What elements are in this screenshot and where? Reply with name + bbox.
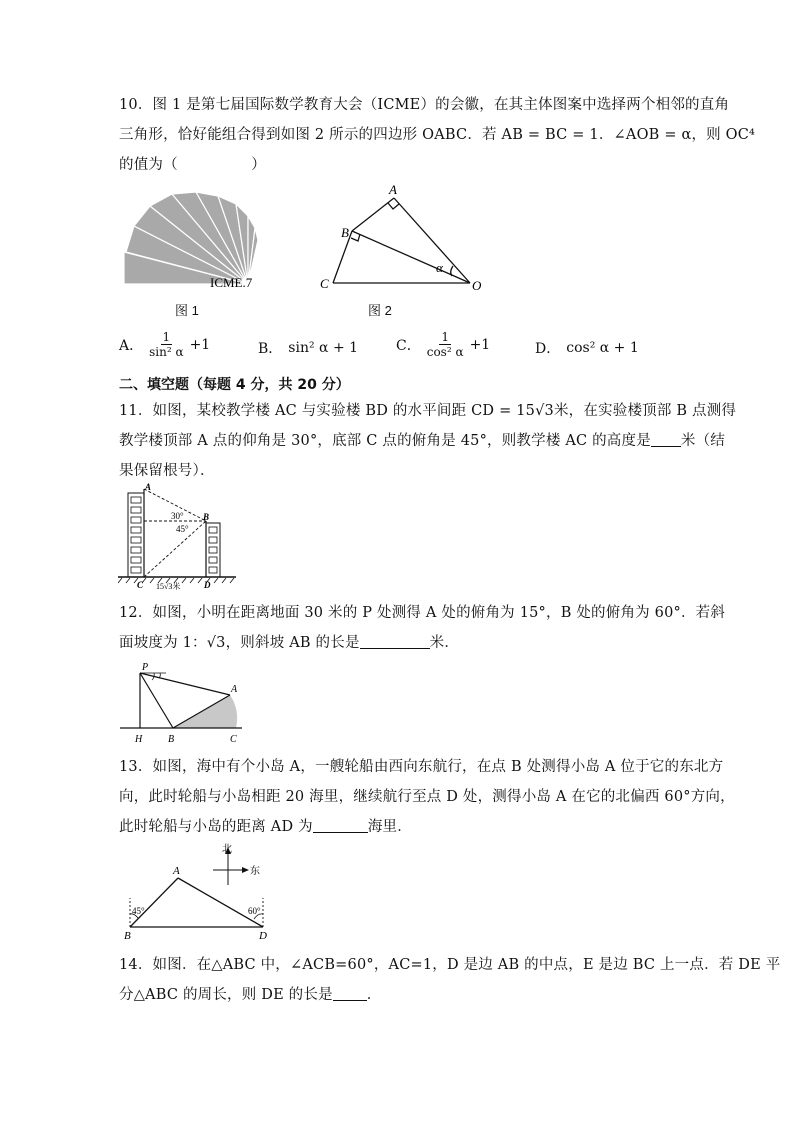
segment-bo (352, 231, 470, 283)
option-d-text: cos² α + 1 (566, 340, 639, 356)
q11-angle-30: 30° (171, 511, 184, 521)
question-12 (119, 598, 726, 658)
icme-emblem-figure (120, 190, 270, 305)
right-angle-b (351, 234, 360, 241)
q12-label-c: C (230, 734, 237, 745)
q13-line-1: 13．如图，海中有个小岛 A，一艘轮船由西向东航行，在点 B 处测得小岛 A 位于它的东北方 (119, 759, 724, 775)
option-a-fraction (149, 330, 183, 359)
q12-line-2 (119, 628, 679, 658)
q13-label-a: A (173, 865, 180, 877)
q11-line-2-text: 教学楼顶部 A 点的仰角是 30°，底部 C 点的俯角是 45°，则教学楼 AC 的高度是 (119, 433, 651, 449)
question-10 (119, 90, 756, 180)
segment-ao (394, 198, 470, 283)
q13-line-3-end: 海里． (367, 819, 412, 835)
q13-label-d: D (259, 930, 267, 942)
q14-line-2 (119, 980, 679, 1010)
q14-line-1: 14．如图．在△ABC 中，∠ACB=60°，AC=1，D 是边 AB 的中点，E 是边 BC 上一点．若 DE 平 (119, 957, 781, 973)
q12-line-1: 12．如图，小明在距离地面 30 米的 P 处测得 A 处的俯角为 15°，B 处的俯角为 60°．若斜 (119, 605, 726, 621)
q14-line-2-end: ． (366, 987, 382, 1003)
label-c: C (320, 276, 329, 291)
label-a: A (389, 182, 397, 197)
segment-ab (352, 198, 394, 231)
quadrilateral-oabc-figure (315, 182, 490, 294)
q11-line-2 (119, 426, 726, 456)
option-b-text: sin² α + 1 (288, 340, 359, 356)
q12-answer-blank[interactable] (360, 632, 430, 649)
q12-line-2-end: 米． (429, 635, 460, 651)
option-a[interactable] (119, 330, 210, 359)
option-c-suffix: +1 (469, 336, 491, 353)
q13-angle-45: 45° (132, 906, 145, 916)
section-heading: 二、填空题（每题 4 分，共 20 分） (119, 377, 350, 393)
compass-east: 东 (250, 866, 260, 877)
icme-emblem-text: ICME.7 (210, 275, 253, 290)
q11-distance: 15√3米 (156, 582, 181, 591)
q10-line-3: 的值为（ ） (119, 157, 266, 173)
label-b: B (341, 225, 349, 240)
q14-answer-blank[interactable] (333, 984, 367, 1001)
option-d-letter: D． (535, 341, 561, 357)
option-b[interactable] (258, 338, 358, 358)
option-c[interactable] (396, 330, 490, 359)
right-angle-a (388, 203, 399, 209)
q13-island-figure (118, 840, 278, 945)
q11-buildings-figure (118, 483, 238, 593)
lab-building (206, 523, 220, 577)
q11-line-1: 11．如图，某校教学楼 AC 与实验楼 BD 的水平间距 CD = 15√3米，在实验楼顶部 B 点测得 (119, 403, 737, 419)
label-o: O (472, 278, 482, 293)
q14-line-2-text: 分△ABC 的周长，则 DE 的长是 (119, 987, 333, 1003)
q12-label-a: A (231, 684, 238, 695)
option-a-numerator: 1 (162, 330, 171, 344)
figure-1-caption: 图 1 (175, 303, 199, 318)
q11-label-b: B (203, 512, 210, 522)
q12-label-b: B (168, 734, 175, 745)
figure-2-caption: 图 2 (368, 303, 392, 318)
q13-line-3 (119, 812, 679, 842)
option-b-letter: B． (258, 341, 283, 357)
q13-line-3-text: 此时轮船与小岛的距离 AD 为 (119, 819, 313, 835)
q10-line-2: 三角形，恰好能组合得到如图 2 所示的四边形 OABC．若 AB = BC = 1．∠AOB = α，则 OC⁴ (119, 127, 756, 143)
teaching-building (128, 493, 144, 577)
q13-angle-60: 60° (248, 906, 261, 916)
q11-line-3: 果保留根号）． (119, 463, 215, 479)
compass-north: 北 (222, 844, 232, 855)
option-a-denominator: sin² α (149, 345, 184, 359)
q12-line-2-text: 面坡度为 1：√3，则斜坡 AB 的长是 (119, 635, 360, 651)
option-c-letter: C． (396, 337, 421, 354)
q12-label-p: P (142, 662, 149, 673)
q13-line-2: 向，此时轮船与小岛相距 20 海里，继续航行至点 D 处，测得小岛 A 在它的北偏西 60°方向， (119, 789, 735, 805)
q10-line-1: 10．图 1 是第七届国际数学教育大会（ICME）的会徽，在其主体图案中选择两个相邻的直角 (119, 97, 730, 113)
option-d[interactable] (535, 338, 639, 358)
option-c-fraction (427, 330, 464, 359)
label-alpha: α (436, 260, 443, 275)
question-11 (119, 396, 737, 486)
q12-label-h: H (135, 734, 143, 745)
q11-answer-blank[interactable] (651, 430, 681, 447)
q11-angle-45: 45° (176, 524, 189, 534)
q13-label-b: B (124, 930, 131, 942)
q13-answer-blank[interactable] (313, 816, 368, 833)
angle-alpha-arc (451, 266, 453, 276)
q11-label-c: C (137, 580, 144, 590)
q11-line-2-end: 米（结 (680, 433, 726, 449)
question-14 (119, 950, 781, 1010)
option-a-suffix: +1 (189, 336, 211, 353)
option-c-denominator: cos² α (426, 345, 464, 359)
option-c-numerator: 1 (441, 330, 449, 344)
option-a-letter: A． (119, 337, 144, 354)
q12-slope-figure (118, 660, 248, 745)
q11-label-d: D (204, 580, 211, 590)
q11-label-a: A (145, 483, 152, 492)
question-13 (119, 752, 735, 842)
